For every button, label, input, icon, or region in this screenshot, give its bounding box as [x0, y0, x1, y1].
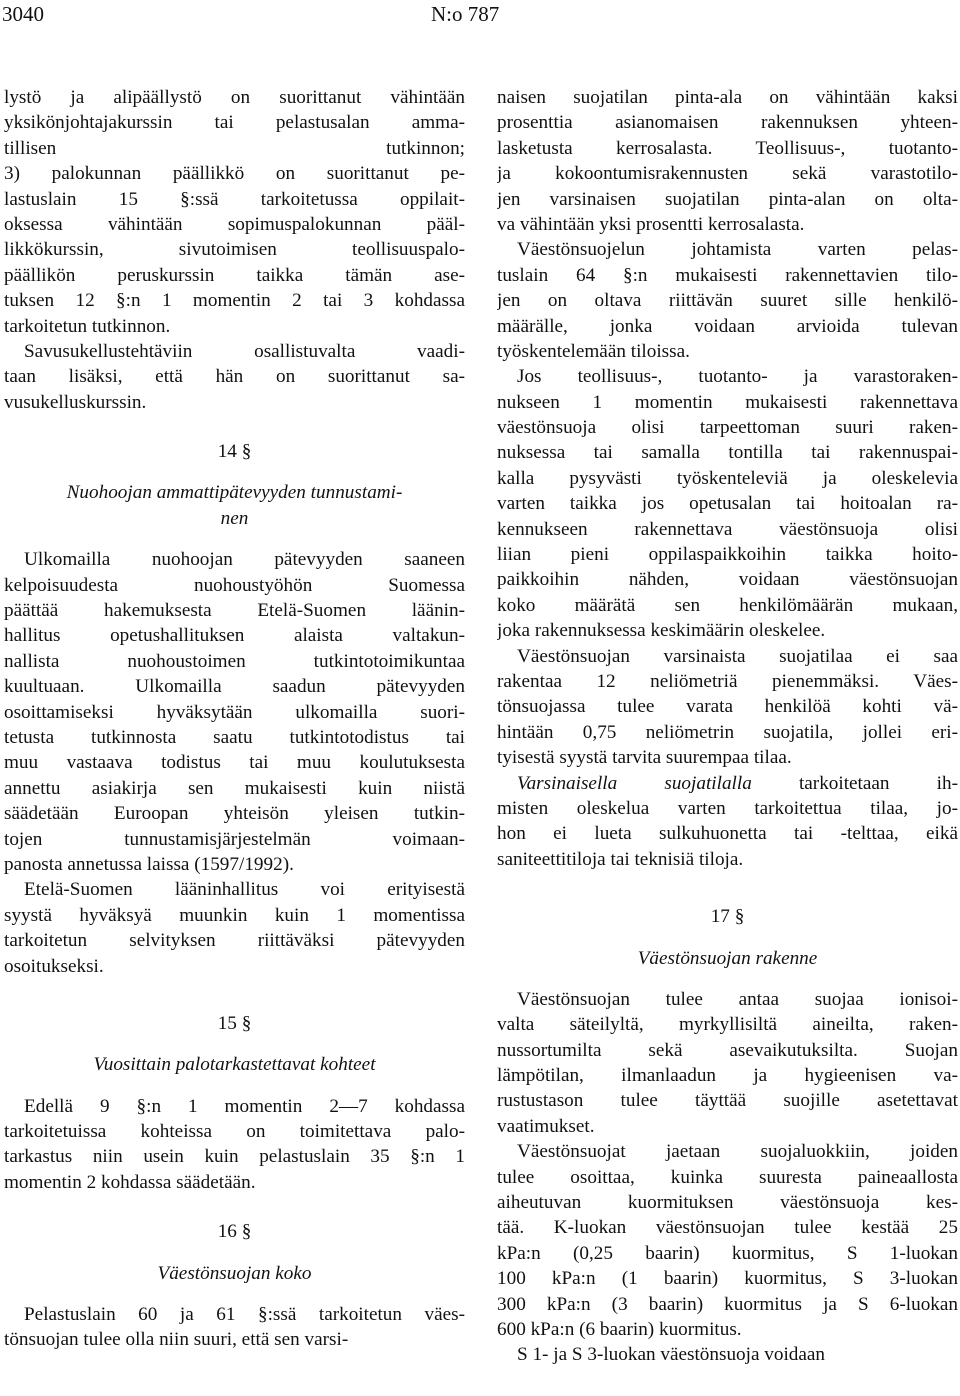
definition-line: [497, 771, 958, 796]
issue-number: N:o 787: [431, 2, 500, 26]
definition-paragraph-line: saniteettitiloja tai teknisiä tiloja.: [497, 848, 744, 870]
section-16-paragraph-line: tönsuojan tulee olla niin suuri, että sen varsi-: [4, 1329, 349, 1351]
teollisuus-paragraph-line: Jos teollisuus-, tuotanto- ja varastoraken-: [517, 366, 958, 388]
section-16-number: 16 §: [217, 1221, 252, 1243]
continued-paragraph-line: prosenttia asianomaisen rakennuksen yhteen-: [497, 112, 958, 134]
johtamistilat-paragraph-line: työskentelemään tiloissa.: [497, 340, 690, 362]
section-14-paragraph-1-line: päättää hakemuksesta Etelä-Suomen läänin-: [4, 600, 465, 622]
section-14-paragraph-2: [4, 877, 465, 979]
section-14-number: 14 §: [217, 441, 252, 463]
section-14-paragraph-1-line: säädetään Euroopan yhteisön yleisen tutkin-: [4, 803, 465, 825]
section-14-paragraph-1-line: annettu asiakirja sen mukaisesti kuin niistä: [4, 777, 465, 799]
savusukellus-paragraph-line: Savusukellustehtäviin osallistuvalta vaadi-: [24, 340, 465, 362]
johtamistilat-paragraph-line: Väestönsuojelun johtamista varten pelas-: [517, 239, 958, 261]
section-14-paragraph-1: [4, 547, 465, 877]
continued-paragraph-line: lasketusta kerrosalasta. Teollisuus-, tuotanto-: [497, 137, 958, 159]
section-17-paragraph-1-line: Väestönsuojan tulee antaa suojaa ionisoi-: [517, 988, 958, 1010]
section-17-paragraph-1: [497, 987, 958, 1139]
section-14-paragraph-1-line: tojen tunnustamisjärjestelmän voimaan-: [4, 828, 465, 850]
teollisuus-paragraph-line: varten taikka jos opetusalan tai hoitoalan ra-: [497, 493, 958, 515]
section-17-paragraph-2-line: 100 kPa:n (1 baarin) kuormitus, S 3-luokan: [497, 1268, 958, 1290]
section-17-paragraph-3: [497, 1342, 958, 1367]
intro-paragraph: [4, 85, 465, 339]
section-16-paragraph-line: Pelastuslain 60 ja 61 §:ssä tarkoitetun väes-: [24, 1304, 465, 1326]
teollisuus-paragraph-line: kennukseen rakennettava väestönsuoja olisi: [497, 518, 958, 540]
intro-paragraph-line: tillisen tutkinnon;: [4, 137, 465, 159]
section-17-paragraph-3-line: S 1- ja S 3-luokan väestönsuoja voidaan: [517, 1344, 826, 1366]
section-14-paragraph-1-line: Ulkomailla nuohoojan pätevyyden saaneen: [24, 549, 465, 571]
section-16-title: Väestönsuojan koko: [157, 1262, 312, 1284]
section-17-paragraph-2-line: aiheutuvan kuormituksen väestönsuoja kes-: [497, 1192, 958, 1214]
section-15-number: 15 §: [217, 1012, 252, 1034]
section-14-paragraph-1-line: nallista nuohoustoimen tutkintotoimikuntaa: [4, 650, 465, 672]
section-17-paragraph-2-line: Väestönsuojat jaetaan suojaluokkiin, joiden: [517, 1141, 958, 1163]
definition-paragraph-line: misten oleskelua varten tarkoitettua tilaa, jo-: [497, 797, 958, 819]
section-16-paragraph: [4, 1302, 465, 1353]
johtamistilat-paragraph: [497, 237, 958, 364]
section-17-paragraph-2-line: 600 kPa:n (6 baarin) kuormitus.: [497, 1318, 742, 1340]
intro-paragraph-line: tuksen 12 §:n 1 momentin 2 tai 3 kohdassa: [4, 290, 465, 312]
page-number: 3040: [2, 2, 44, 26]
johtamistilat-paragraph-line: tuslain 64 §:n mukaisesti rakennettavien tilo-: [497, 264, 958, 286]
teollisuus-paragraph-line: väestönsuoja olisi tarpeettoman suuri raken-: [497, 417, 958, 439]
teollisuus-paragraph-line: nukseen 1 momentin mukaisesti rakennettava: [497, 391, 958, 413]
intro-paragraph-line: lastuslain 15 §:ssä tarkoitetussa oppilait-: [4, 188, 465, 210]
section-15-paragraph-line: Edellä 9 §:n 1 momentin 2—7 kohdassa: [24, 1095, 465, 1117]
section-14-title: [4, 480, 465, 531]
section-15-paragraph-line: momentin 2 kohdassa säädetään.: [4, 1171, 256, 1193]
intro-paragraph-line: yksikönjohtajakurssin tai pelastusalan amma-: [4, 112, 465, 134]
defined-term: Varsinaisella suojatilalla: [517, 772, 752, 794]
definition-text: tarkoitetaan ih-: [751, 772, 958, 794]
johtamistilat-paragraph-line: jen on oltava riittävän suuret sille henkilö-: [497, 290, 958, 312]
section-17-number: 17 §: [710, 906, 745, 928]
section-15-paragraph: [4, 1094, 465, 1196]
continued-paragraph: [497, 85, 958, 237]
teollisuus-paragraph-line: paikkoihin nähden, voidaan väestönsuojan: [497, 569, 958, 591]
section-17-paragraph-2-line: kPa:n (0,25 baarin) kuormitus, S 1-luokan: [497, 1242, 958, 1264]
savusukellus-paragraph-line: taan lisäksi, että hän on suorittanut sa-: [4, 366, 465, 388]
section-17-paragraph-1-line: rustustason tulee täyttää suojille asetettavat: [497, 1090, 958, 1112]
section-17-paragraph-2-line: 300 kPa:n (3 baarin) kuormitus ja S 6-luokan: [497, 1293, 958, 1315]
section-17-title: Väestönsuojan rakenne: [637, 947, 818, 969]
section-14-paragraph-1-line: panosta annetussa laissa (1597/1992).: [4, 853, 294, 875]
intro-paragraph-line: 3) palokunnan päällikkö on suorittanut pe-: [4, 163, 465, 185]
continued-paragraph-line: jen varsinaisen suojatilan pinta-alan on olta-: [497, 188, 958, 210]
suojatila-paragraph-line: hintään 0,75 neliömetrin suojatila, jollei eri-: [497, 721, 958, 743]
section-14-paragraph-1-line: kelpoisuudesta nuohoustyöhön Suomessa: [4, 574, 465, 596]
intro-paragraph-line: tarkoitetun tutkinnon.: [4, 315, 171, 337]
right-column: [497, 85, 958, 1368]
intro-paragraph-line: lystö ja alipäällystö on suorittanut vähintään: [4, 87, 465, 108]
section-14-paragraph-2-line: tarkoitetun selvityksen riittäväksi pätevyyden: [4, 930, 465, 952]
teollisuus-paragraph-line: kalla pysyvästi työskenteleviä ja oleskelevia: [497, 467, 958, 489]
definition-paragraph-line: hon ei lueta sulkuhuonetta tai -telttaa, eikä: [497, 823, 958, 845]
suojatila-paragraph-line: rakentaa 12 neliömetriä pienemmäksi. Väes-: [497, 670, 958, 692]
intro-paragraph-line: oksessa vähintään sopimuspalokunnan pääl-: [4, 213, 465, 235]
teollisuus-paragraph-line: koko määrätä sen henkilömäärän mukaan,: [497, 594, 958, 616]
savusukellus-paragraph-line: vusukelluskurssin.: [4, 391, 147, 413]
section-14-paragraph-1-line: hallitus opetushallituksen alaista valtakun-: [4, 625, 465, 647]
section-14-paragraph-1-line: muu vastaava todistus tai muu koulutuksesta: [4, 752, 465, 774]
section-17-paragraph-1-line: lämpötilan, ilmanlaadun ja hygieenisen va-: [497, 1065, 958, 1087]
suojatila-paragraph-line: Väestönsuojan varsinaista suojatilaa ei saa: [517, 645, 958, 667]
section-14-paragraph-2-line: syystä hyväksyä muunkin kuin 1 momentissa: [4, 904, 465, 926]
section-17-paragraph-2-line: tulee osoittaa, kuinka suuresta paineaallosta: [497, 1166, 958, 1188]
section-15-paragraph-line: tarkoitetuissa kohteissa on toimitettava palo-: [4, 1121, 465, 1143]
section-14-title-line: nen: [220, 507, 249, 529]
section-17-paragraph-2-line: tää. K-luokan väestönsuojan tulee kestää 25: [497, 1217, 958, 1239]
section-14-paragraph-1-line: kuultuaan. Ulkomailla saadun pätevyyden: [4, 676, 465, 698]
suojatila-paragraph: [497, 644, 958, 771]
continued-paragraph-line: naisen suojatilan pinta-ala on vähintään kaksi: [497, 87, 958, 108]
section-14-paragraph-2-line: osoitukseksi.: [4, 955, 104, 977]
section-14-title-line: Nuohoojan ammattipätevyyden tunnustami-: [66, 482, 403, 504]
section-14-paragraph-1-line: osoittamiseksi hyväksytään ulkomailla suori-: [4, 701, 465, 723]
johtamistilat-paragraph-line: määrälle, jonka voidaan arvioida tulevan: [497, 315, 958, 337]
definition-paragraph: [497, 796, 958, 872]
intro-paragraph-line: päällikön peruskurssin taikka tämän ase-: [4, 264, 465, 286]
section-17-paragraph-1-line: nussortumilta sekä asevaikutuksilta. Suojan: [497, 1039, 958, 1061]
teollisuus-paragraph-line: nuksessa tai samalla tontilla tai rakennuspai-: [497, 442, 958, 464]
section-15-title: Vuosittain palotarkastettavat kohteet: [93, 1054, 376, 1076]
section-17-paragraph-1-line: vaatimukset.: [497, 1115, 595, 1137]
continued-paragraph-line: va vähintään yksi prosentti kerrosalasta.: [497, 213, 805, 235]
left-column: [4, 85, 465, 1353]
savusukellus-paragraph: [4, 339, 465, 415]
section-14-paragraph-1-line: tetusta tutkinnosta saatu tutkintotodistus tai: [4, 726, 465, 748]
section-14-paragraph-2-line: Etelä-Suomen lääninhallitus voi erityisestä: [24, 879, 465, 901]
intro-paragraph-line: likkökurssin, sivutoimisen teollisuuspalo-: [4, 239, 465, 261]
section-17-paragraph-1-line: valta säteilyltä, myrkyllisiltä aineilta, raken-: [497, 1014, 958, 1036]
teollisuus-paragraph-line: joka rakennuksessa keskimäärin oleskelee.: [497, 620, 826, 642]
teollisuus-paragraph: [497, 364, 958, 643]
continued-paragraph-line: ja kokoontumisrakennusten sekä varastotilo-: [497, 163, 958, 185]
section-15-paragraph-line: tarkastus niin usein kuin pelastuslain 35 §:n 1: [4, 1146, 465, 1168]
page-header: [0, 2, 960, 26]
section-17-paragraph-2: [497, 1139, 958, 1342]
teollisuus-paragraph-line: liian pieni oppilaspaikkoihin taikka hoito-: [497, 544, 958, 566]
suojatila-paragraph-line: tyisestä syystä tarvita suurempaa tilaa.: [497, 747, 792, 769]
suojatila-paragraph-line: tönsuojassa tulee varata henkilöä kohti vä-: [497, 696, 958, 718]
